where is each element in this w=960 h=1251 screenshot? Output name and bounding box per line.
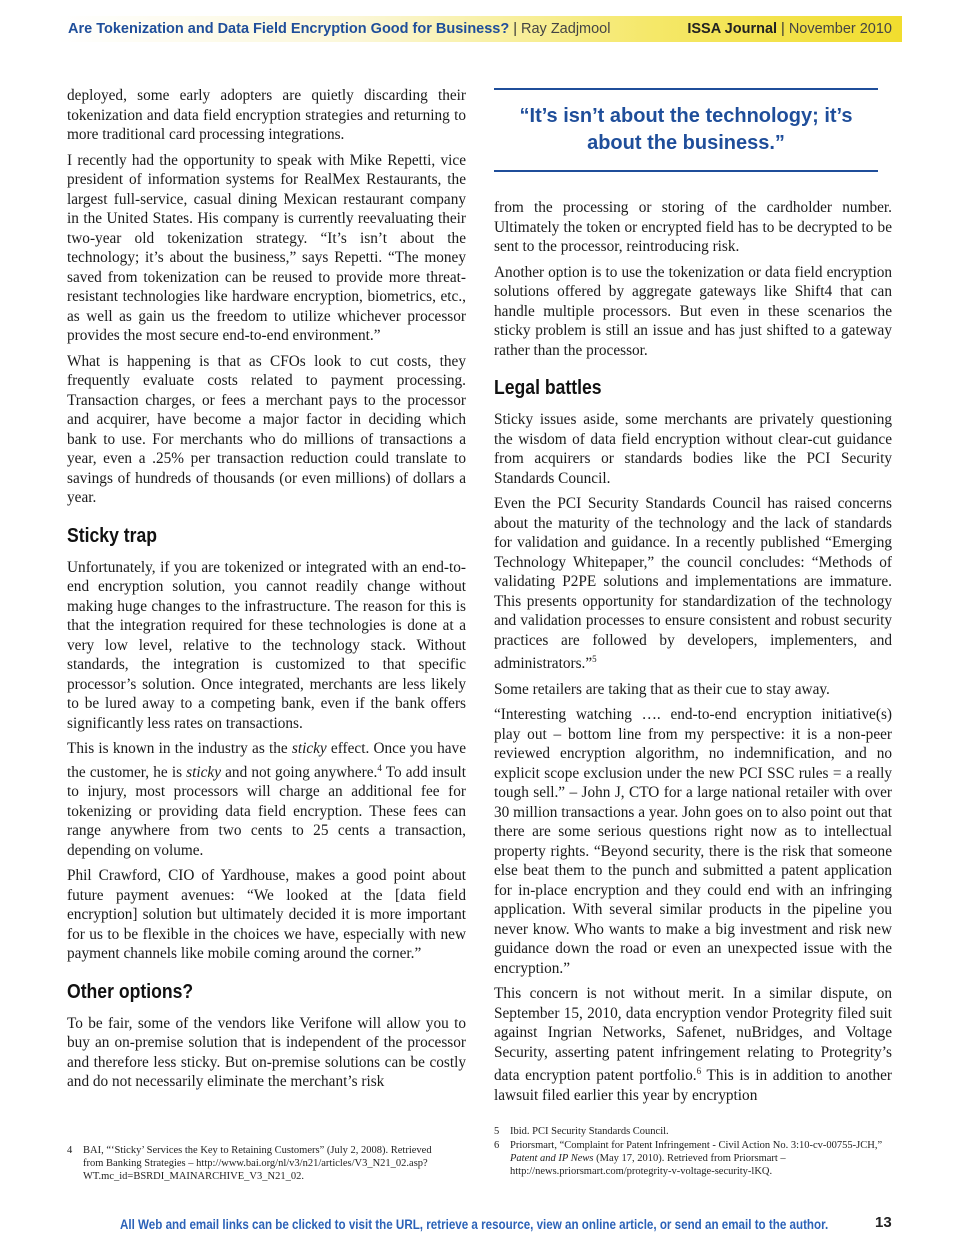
- paragraph: deployed, some early adopters are quietly discarding their tokenization and data field encryption strategies and returning to more traditional card processing integrations.: [67, 87, 466, 143]
- issue-date: November 2010: [788, 21, 892, 37]
- section-heading-other-options: Other options?: [67, 980, 194, 1003]
- paragraph: from the processing or storing of the cardholder number. Ultimately the token or encrypted field has to be decrypted to be sent to the processor, reintroducing risk.: [494, 199, 892, 255]
- running-header: [58, 16, 902, 42]
- paragraph: Some retailers are taking that as their cue to stay away.: [494, 680, 830, 698]
- footnote-5: 5 Ibid. PCI Security Standards Council.: [494, 1126, 669, 1137]
- journal-name: ISSA Journal: [687, 21, 778, 37]
- footer-note: All Web and email links can be clicked to visit the URL, retrieve a resource, view an online article, or send an email to the author.: [120, 1217, 829, 1232]
- section-heading-legal-battles: Legal battles: [494, 377, 602, 399]
- author-name: Ray Zadjmool: [521, 21, 611, 37]
- emphasis: sticky: [186, 763, 221, 781]
- paragraph-sticky-effect: This is known in the industry as the sticky effect. Once you have the customer, he is sticky and not going anywhere.$^4$ To add insult to injury, most processors will charge an additional fee for tokenizing or providing data field encryption. These fees can range anywhere from two cents to 25 cents a transaction, depending on volume.: [67, 740, 466, 859]
- paragraph: Another option is to use the tokenization or data field encryption solutions offered by aggregate gateways like Shift4 that can handle multiple processors. But even in these scenarios the sticky problem is still an issue and has just shifted to a gateway rather than the processor.: [494, 263, 892, 359]
- footnote-ref-5[interactable]: 5: [592, 654, 597, 664]
- emphasis: sticky: [291, 740, 327, 757]
- page-number: 13: [875, 1214, 892, 1231]
- section-heading-sticky-trap: Sticky trap: [67, 524, 157, 547]
- header-left: [68, 16, 610, 42]
- footnote-6: 6 Priorsmart, “Complaint for Patent Infringement - Civil Action No. 3:10-cv-00755-JCH,” Patent and IP News (May 17, 2010). Retrieved from Priorsmart – http://news.priorsmart.com/protegrity-v-voltage-security-lKQ.: [494, 1139, 892, 1178]
- paragraph: I recently had the opportunity to speak with Mike Repetti, vice president of information systems for RealMex Restaurants, the largest full-service, casual dining Mexican restaurant company in the United States. His company is currently reevaluating their two-year old tokenization strategy. “It’s isn’t about the technology; it’s about the business,” says Repetti. “The money saved from tokenization can be reused to provide more threat-resistant technologies like hardware encryption, biometrics, etc., as well as gain us the freedom to utilize whichever processor provides the most secure end-to-end environment.”: [67, 151, 466, 344]
- header-separator: |: [513, 21, 518, 37]
- paragraph: To be fair, some of the vendors like Verifone will allow you to buy an on-premise solution that is independent of the processor and therefore less sticky. But on-premise solutions can be costly and do not necessarily eliminate the merchant’s risk: [67, 1014, 466, 1091]
- article-title: Are Tokenization and Data Field Encryption Good for Business?: [68, 21, 510, 37]
- footnote-ref-4[interactable]: 4: [377, 762, 382, 773]
- footnote-ref-6[interactable]: 6: [696, 1066, 702, 1077]
- paragraph: Unfortunately, if you are tokenized or integrated with an end-to-end encryption solution, you cannot readily change without making huge changes to the infrastructure. The reason for this is that the integration required for these technologies is done at a very low level, relative to the technology stack. Without standards, the integration is customized to that specific processor’s solution. Once integrated, merchants are less likely to be lured away to a competing bank, even if the bank offers significantly less rates on transactions.: [67, 558, 466, 732]
- footnotes-right: [494, 1125, 892, 1179]
- right-column: [494, 198, 892, 1111]
- paragraph: Phil Crawford, CIO of Yardhouse, makes a good point about future payment avenues: “We looked at the [data field encryption] solution but ultimately decided it is more important for us to be flexible in the choices we have, especially with new payment channels like mobile coming around the corner.”: [67, 867, 466, 963]
- footnotes-left: [67, 1144, 447, 1183]
- footnote-5-text: Ibid. PCI Security Standards Council.: [510, 1126, 669, 1137]
- paragraph: Sticky issues aside, some merchants are privately questioning the wisdom of data field encryption without clear-cut guidance from acquirers or standards bodies like the PCI Security Standards Council.: [494, 411, 892, 487]
- left-column: [67, 86, 466, 1098]
- paragraph: What is happening is that as CFOs look to cut costs, they frequently evaluate costs related to payment processing. Transaction charges, or fees a merchant pays to the processor and acquirer, have become a major factor in deciding which bank to use. For merchants who do millions of transactions a year, even a .25% per transaction reduction could translate to savings of hundreds of thousands (or even millions) of dollars a year.: [67, 352, 466, 506]
- header-right: [687, 16, 892, 42]
- footnote-4-text[interactable]: BAI, “‘Sticky’ Services the Key to Retaining Customers” (July 2, 2008). Retrieved from Banking Strategies – http://www.bai.org/nl/v3/n21/articles/V3_N21_02.asp?WT.mc_id=BSRDI_MAINARCHIVE_V3_N21_02.: [83, 1145, 432, 1182]
- footnote-4: 4 BAI, “‘Sticky’ Services the Key to Retaining Customers” (July 2, 2008). Retrieved from Banking Strategies – http://www.bai.org/nl/v3/n21/articles/V3_N21_02.asp?WT.mc_id=BSRDI_MAINARCHIVE_V3_N21_02.: [67, 1144, 447, 1183]
- footnote-6-text[interactable]: Priorsmart, “Complaint for Patent Infringement - Civil Action No. 3:10-cv-00755-JCH,” Patent and IP News (May 17, 2010). Retrieved from Priorsmart – http://news.priorsmart.com/protegrity-v-voltage-security-lKQ.: [510, 1140, 883, 1177]
- paragraph-protegrity: This concern is not without merit. In a similar dispute, on September 15, 2010, data encryption vendor Protegrity filed suit against Ingrian Networks, Safenet, nuBridges, and Voltage Security, asserting patent infringement relating to Protegrity’s data encryption patent portfolio.$^6$ This is in addition to another lawsuit filed earlier this year by encryption: [494, 985, 892, 1104]
- pull-quote-text: “It’s isn’t about the technology; it’s about the business.”: [519, 105, 853, 154]
- paragraph-pci: Even the PCI Security Standards Council has raised concerns about the maturity of the technology and the lack of standards for validation and guidance. In a recently published “Emerging Technology Whitepaper,” the council concludes: “Methods of validating P2PE solutions and implementations are immature. This presents opportunity for standardization of the technology and validation processes to ensure consistent and robust security practices are followed by developers, implementers, and administrators.”$^5$: [494, 495, 892, 673]
- paragraph: “Interesting watching …. end-to-end encryption initiative(s) play out – bottom line from my perspective: it is a non-peer reviewed encryption algorithm, no indemnification, and no explicit scope exclusion under the new PCI SSC rules = a really tough sell.” – John J, CTO for a large national retailer with over 30 million transactions a year. John goes on to also point out that there are some serious questions right now as to intellectual property rights. “Beyond security, there is the risk that someone else beat them to the punch and submitted a patent application for in-place encryption and they could end with an infringing application. With several similar products in the pipeline you never know. Who wants to make a big investment and risk new guidance down the road or even an unexpected issue with the encryption.”: [494, 706, 892, 977]
- pull-quote: [494, 88, 878, 172]
- header-separator-2: |: [781, 21, 785, 37]
